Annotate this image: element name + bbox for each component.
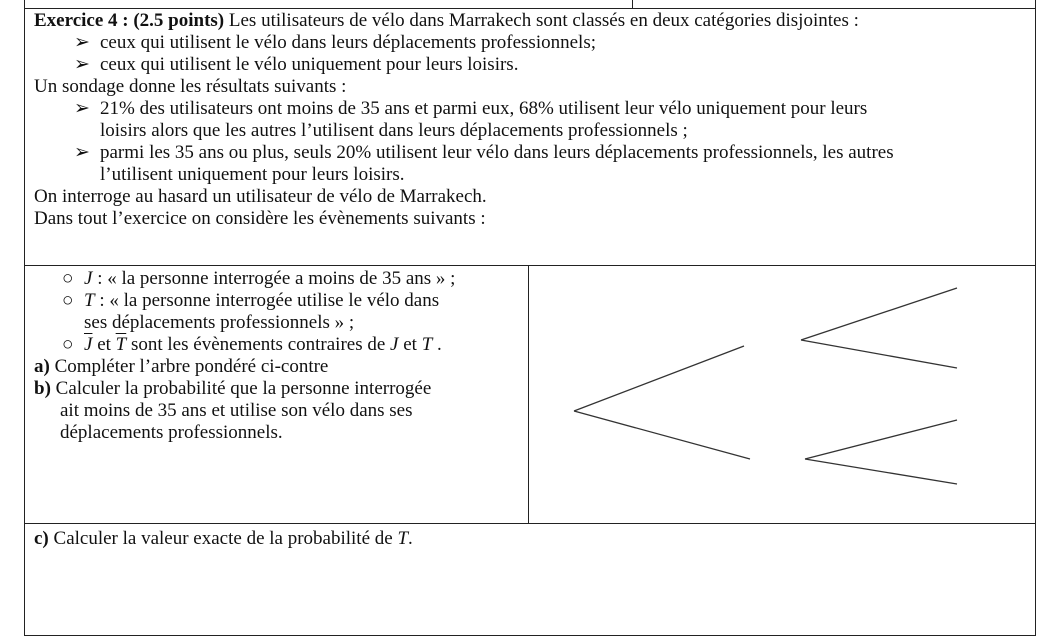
event-t [34, 290, 524, 312]
tree-branch [805, 459, 957, 484]
event-j-bar: $\overline{J}$ [84, 334, 93, 355]
event-j-symbol: J [390, 334, 399, 355]
exercise-title-text: Les utilisateurs de vélo dans Marrakech sont classés en deux catégories disjointes : [224, 10, 859, 31]
survey-intro: Un sondage donne les résultats suivants : [34, 76, 347, 97]
question-b [34, 378, 524, 400]
event-t-symbol: T [84, 290, 95, 311]
top-table-divider [632, 0, 633, 8]
question-b-label: b) [34, 378, 51, 399]
events-intro: Dans tout l’exercice on considère les évènements suivants : [34, 208, 486, 229]
question-c-symbol: T [397, 528, 409, 549]
category-item [34, 32, 1029, 54]
conjunction: et [398, 334, 422, 355]
random-pick-text: On interroge au hasard un utilisateur de vélo de Marrakech. [34, 186, 487, 207]
circle-bullet-icon: ○ [62, 290, 74, 311]
exercise-frame [24, 0, 1036, 636]
events-and-questions [34, 268, 524, 444]
top-border [25, 8, 1035, 9]
event-t-text: : « la personne interrogée utilise le vélo dans [94, 290, 440, 311]
tree-branch [574, 346, 744, 411]
result-text: 21% des utilisateurs ont moins de 35 ans et parmi eux, 68% utilisent leur vélo uniquement pour leurs [100, 98, 868, 119]
tree-diagram [529, 266, 1035, 523]
exercise-title [34, 10, 1029, 32]
event-j [34, 268, 524, 290]
event-complements [34, 334, 524, 356]
arrow-bullet-icon: ➢ [74, 54, 90, 75]
result-item [34, 142, 1029, 164]
event-j-text: : « la personne interrogée a moins de 35 ans » ; [92, 268, 456, 289]
question-c-text: Calculer la valeur exacte de la probabilité de [48, 528, 398, 549]
result-text: parmi les 35 ans ou plus, seuls 20% utilisent leur vélo dans leurs déplacements professionnels, les autres [100, 142, 894, 163]
result-text-cont: l’utilisent uniquement pour leurs loisirs. [100, 164, 405, 185]
tree-branch [805, 420, 957, 459]
category-item [34, 54, 1029, 76]
event-j-symbol: J [84, 268, 93, 289]
result-text-cont: loisirs alors que les autres l’utilisent dans leurs déplacements professionnels ; [100, 120, 688, 141]
complements-text: sont les évènements contraires de [126, 334, 391, 355]
exercise-title-bold: Exercice 4 : (2.5 points) [34, 10, 225, 31]
tree-branch [574, 411, 750, 459]
circle-bullet-icon: ○ [62, 268, 74, 289]
tree-branch [801, 288, 957, 340]
result-item [34, 98, 1029, 120]
event-t-cont: ses déplacements professionnels » ; [84, 312, 355, 333]
tree-branch [801, 340, 957, 368]
category-text: ceux qui utilisent le vélo uniquement pour leurs loisirs. [100, 54, 519, 75]
arrow-bullet-icon: ➢ [74, 98, 90, 119]
probability-tree [529, 266, 1035, 523]
question-c-label: c) [34, 528, 49, 549]
category-text: ceux qui utilisent le vélo dans leurs déplacements professionnels; [100, 32, 596, 53]
event-t-symbol: T [421, 334, 433, 355]
event-t-bar: $\overline{T}$ [115, 334, 127, 355]
period: . [432, 334, 442, 355]
question-a-label: a) [34, 356, 50, 377]
question-a-text: Compléter l’arbre pondéré ci-contre [49, 356, 329, 377]
section-divider [25, 523, 1035, 524]
question-c [34, 528, 413, 550]
conjunction: et [92, 334, 116, 355]
question-b-cont: déplacements professionnels. [60, 422, 283, 443]
arrow-bullet-icon: ➢ [74, 32, 90, 53]
period: . [408, 528, 413, 549]
arrow-bullet-icon: ➢ [74, 142, 90, 163]
question-b-cont: ait moins de 35 ans et utilise son vélo dans ses [60, 400, 413, 421]
exercise-intro [34, 10, 1029, 230]
question-a [34, 356, 524, 378]
question-b-text: Calculer la probabilité que la personne interrogée [50, 378, 432, 399]
circle-bullet-icon: ○ [62, 334, 74, 355]
